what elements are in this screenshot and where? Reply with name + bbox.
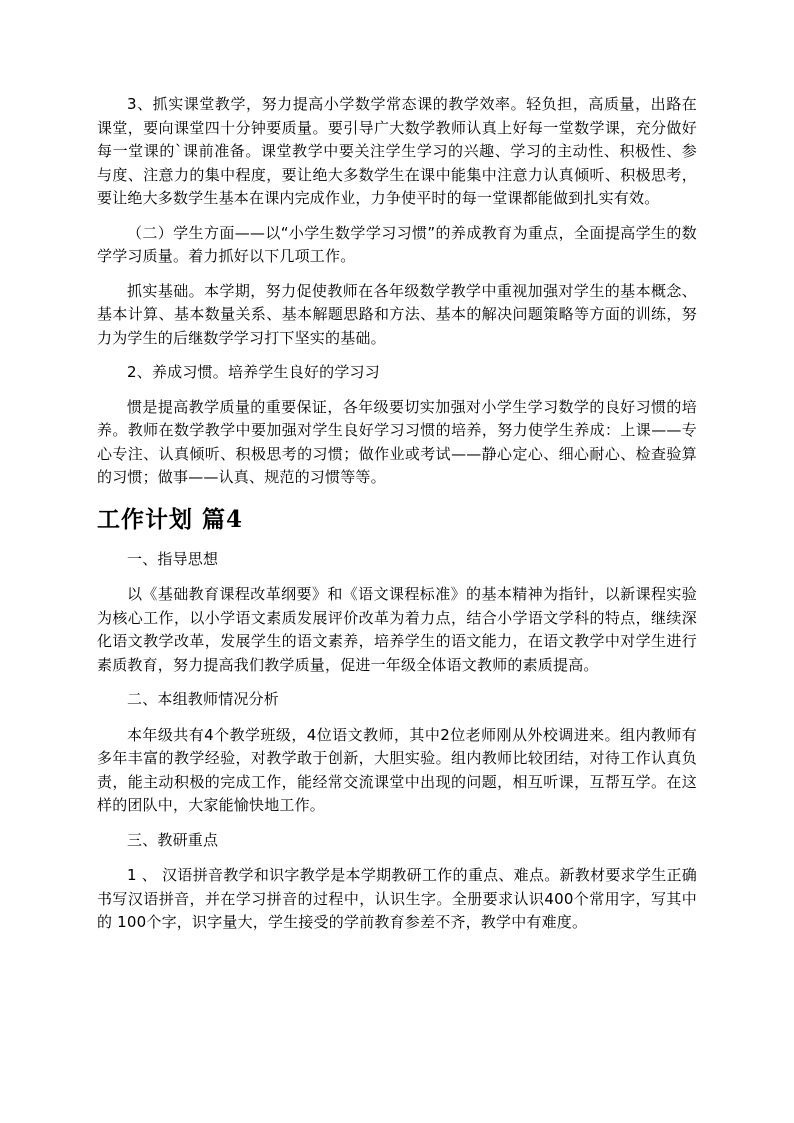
paragraph-teacher-analysis: 本年级共有4个教学班级，4位语文教师，其中2位老师刚从外校调进来。组内教师有多年丰富的教学经验，对教学敢于创新，大胆实验。组内教师比较团结，对待工作认真负责，能主动积极的完成工作，能经常交流课堂中出现的问题，相互听课，互帮互学。在这样的团队中，大家能愉快地工作。	[97, 725, 697, 814]
paragraph-habit-body: 惯是提高教学质量的重要保证，各年级要切实加强对小学生学习数学的良好习惯的培养。教师在数学教学中要加强对学生良好学习习惯的培养，努力使学生养成：上课——专心专注、认真倾听、积极思考的习惯；做作业或考试——静心定心、细心耐心、检查验算的习惯；做事——认真、规范的习惯等等。	[97, 397, 697, 486]
paragraph-foundation: 抓实基础。本学期，努力促使教师在各年级数学教学中重视加强对学生的基本概念、基本计算、基本数量关系、基本解题思路和方法、基本的解决问题策略等方面的训练，努力为学生的后继数学学习打下坚实的基础。	[97, 281, 697, 347]
document-page	[97, 93, 697, 946]
subheading-teacher-analysis: 二、本组教师情况分析	[127, 690, 280, 708]
paragraph-pinyin-literacy: 1 、 汉语拼音教学和识字教学是本学期教研工作的重点、难点。新教材要求学生正确书写汉语拼音，并在学习拼音的过程中，认识生字。全册要求认识400个常用字，写其中的 100个字，识字量大，学生接受的学前教育参差不齐，教学中有难度。	[97, 866, 697, 931]
paragraph-classroom-teaching: 3、抓实课堂教学，努力提高小学数学常态课的教学效率。轻负担，高质量，出路在课堂，要向课堂四十分钟要质量。要引导广大数学教师认真上好每一堂数学课，充分做好每一堂课的`课前准备。课堂教学中要关注学生学习的兴趣、学习的主动性、积极性、参与度、注意力的集中程度，要让绝大多数学生在课中能集中注意力认真倾听、积极思考，要让绝大多数学生基本在课内完成作业，力争使平时的每一堂课都能做到扎实有效。	[97, 95, 697, 207]
section-heading: 工作计划 篇4	[97, 505, 244, 533]
subheading-guiding-thought: 一、指导思想	[127, 549, 219, 568]
paragraph-student-aspect: （二）学生方面——以“小学生数学学习习惯”的养成教育为重点，全面提高学生的数学学习质量。着力抓好以下几项工作。	[97, 223, 697, 265]
paragraph-guiding-thought: 以《基础教育课程改革纲要》和《语文课程标准》的基本精神为指针，以新课程实验为核心工作，以小学语文素质发展评价改革为着力点，结合小学语文学科的特点，继续深化语文教学改革，发展学生的语文素养，培养学生的语文能力，在语文教学中对学生进行素质教育，努力提高我们教学质量，促进一年级全体语文教师的素质提高。	[97, 585, 697, 674]
paragraph-habit-title: 2、养成习惯。培养学生良好的学习习	[127, 363, 380, 381]
subheading-research-focus: 三、教研重点	[127, 830, 219, 849]
